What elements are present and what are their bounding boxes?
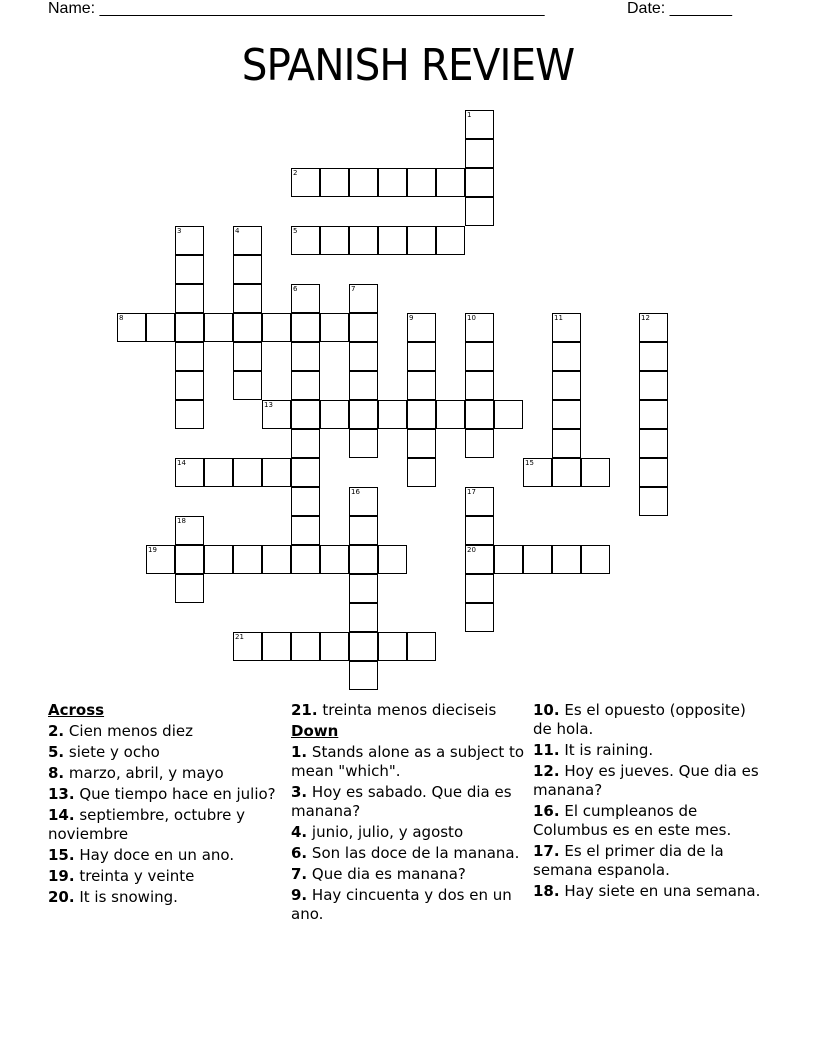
- grid-cell[interactable]: [175, 400, 204, 429]
- clue-11: [533, 741, 763, 760]
- grid-cell[interactable]: [581, 545, 610, 574]
- grid-cell[interactable]: [465, 313, 494, 342]
- grid-cell[interactable]: [465, 168, 494, 197]
- clue-number-label: 10: [467, 314, 476, 322]
- grid-cell[interactable]: [349, 313, 378, 342]
- clue-text: septiembre, octubre y noviembre: [48, 806, 245, 843]
- grid-cell[interactable]: [204, 545, 233, 574]
- grid-cell[interactable]: [465, 574, 494, 603]
- clue-number: 11.: [533, 741, 560, 759]
- grid-cell[interactable]: [465, 342, 494, 371]
- clue-3: [291, 783, 526, 821]
- clue-19: [48, 867, 278, 886]
- clue-number: 15.: [48, 846, 75, 864]
- clue-text: Que tiempo hace en julio?: [79, 785, 276, 803]
- name-field[interactable]: [48, 0, 545, 18]
- grid-cell[interactable]: [407, 400, 436, 429]
- clue-10: [533, 701, 763, 739]
- grid-cell[interactable]: [349, 545, 378, 574]
- grid-cell[interactable]: [552, 342, 581, 371]
- grid-cell[interactable]: [465, 487, 494, 516]
- grid-cell[interactable]: [233, 226, 262, 255]
- clue-7: [291, 865, 526, 884]
- clue-number: 4.: [291, 823, 308, 841]
- grid-cell[interactable]: [407, 458, 436, 487]
- grid-cell[interactable]: [639, 371, 668, 400]
- grid-cell[interactable]: [639, 313, 668, 342]
- grid-cell[interactable]: [407, 429, 436, 458]
- grid-cell[interactable]: [349, 371, 378, 400]
- clue-13: [48, 785, 278, 804]
- clue-number-label: 12: [641, 314, 650, 322]
- grid-cell[interactable]: [175, 226, 204, 255]
- clue-number-label: 19: [148, 546, 157, 554]
- clue-text: Stands alone as a subject to mean "which".: [291, 743, 525, 780]
- clue-number: 17.: [533, 842, 560, 860]
- clue-text: Hay doce en un ano.: [79, 846, 235, 864]
- page-title: SPANISH REVIEW: [241, 40, 575, 91]
- grid-cell[interactable]: [233, 458, 262, 487]
- grid-cell[interactable]: [465, 110, 494, 139]
- clue-number-label: 17: [467, 488, 476, 496]
- clue-number-label: 7: [351, 285, 356, 293]
- clue-number: 2.: [48, 722, 65, 740]
- down-heading: Down: [291, 722, 339, 740]
- clue-number: 21.: [291, 701, 318, 719]
- clue-5: [48, 743, 278, 762]
- grid-cell[interactable]: [378, 545, 407, 574]
- grid-cell[interactable]: [320, 226, 349, 255]
- clue-number: 18.: [533, 882, 560, 900]
- clue-text: Es el primer dia de la semana espanola.: [533, 842, 724, 879]
- grid-cell[interactable]: [378, 632, 407, 661]
- grid-cell[interactable]: [465, 197, 494, 226]
- clue-number-label: 5: [293, 227, 298, 235]
- clue-number-label: 15: [525, 459, 534, 467]
- clue-number: 7.: [291, 865, 308, 883]
- clue-1: [291, 743, 526, 781]
- grid-cell[interactable]: [407, 226, 436, 255]
- clue-number-label: 6: [293, 285, 298, 293]
- clue-text: Hay siete en una semana.: [564, 882, 761, 900]
- grid-cell[interactable]: [523, 458, 552, 487]
- clue-number-label: 8: [119, 314, 124, 322]
- grid-cell[interactable]: [175, 545, 204, 574]
- grid-cell[interactable]: [291, 371, 320, 400]
- clue-17: [533, 842, 763, 880]
- grid-cell[interactable]: [349, 603, 378, 632]
- grid-cell[interactable]: [465, 429, 494, 458]
- clues-column-3: [533, 701, 763, 903]
- clue-text: Hoy es sabado. Que dia es manana?: [291, 783, 512, 820]
- clue-18: [533, 882, 763, 901]
- grid-cell[interactable]: [378, 226, 407, 255]
- clue-text: treinta menos dieciseis: [322, 701, 497, 719]
- clue-21: [291, 701, 526, 720]
- grid-cell[interactable]: [291, 632, 320, 661]
- grid-cell[interactable]: [291, 284, 320, 313]
- clue-number-label: 16: [351, 488, 360, 496]
- grid-cell[interactable]: [204, 313, 233, 342]
- clue-number: 20.: [48, 888, 75, 906]
- grid-cell[interactable]: [349, 632, 378, 661]
- grid-cell[interactable]: [465, 139, 494, 168]
- clue-4: [291, 823, 526, 842]
- grid-cell[interactable]: [233, 545, 262, 574]
- grid-cell[interactable]: [175, 342, 204, 371]
- grid-cell[interactable]: [320, 313, 349, 342]
- grid-cell[interactable]: [436, 168, 465, 197]
- grid-cell[interactable]: [291, 313, 320, 342]
- clue-text: siete y ocho: [68, 743, 160, 761]
- grid-cell[interactable]: [639, 400, 668, 429]
- grid-cell[interactable]: [233, 255, 262, 284]
- clue-number: 5.: [48, 743, 65, 761]
- crossword-grid: [117, 110, 697, 700]
- grid-cell[interactable]: [320, 400, 349, 429]
- grid-cell[interactable]: [291, 342, 320, 371]
- grid-cell[interactable]: [465, 603, 494, 632]
- clue-text: Hay cincuenta y dos en un ano.: [291, 886, 512, 923]
- grid-cell[interactable]: [349, 342, 378, 371]
- clue-2: [48, 722, 278, 741]
- grid-cell[interactable]: [291, 168, 320, 197]
- clue-text: marzo, abril, y mayo: [68, 764, 224, 782]
- clue-20: [48, 888, 278, 907]
- clue-text: El cumpleanos de Columbus es en este mes.: [533, 802, 732, 839]
- grid-cell[interactable]: [349, 574, 378, 603]
- clues-column-2: [291, 701, 526, 926]
- grid-cell[interactable]: [552, 545, 581, 574]
- date-line: _______: [669, 0, 732, 17]
- grid-cell[interactable]: [262, 458, 291, 487]
- clue-number: 9.: [291, 886, 308, 904]
- clue-number: 14.: [48, 806, 75, 824]
- clue-number-label: 1: [467, 111, 472, 119]
- grid-cell[interactable]: [494, 545, 523, 574]
- grid-cell[interactable]: [320, 632, 349, 661]
- grid-cell[interactable]: [407, 168, 436, 197]
- grid-cell[interactable]: [523, 545, 552, 574]
- grid-cell[interactable]: [291, 458, 320, 487]
- grid-cell[interactable]: [552, 458, 581, 487]
- grid-cell[interactable]: [320, 545, 349, 574]
- grid-cell[interactable]: [378, 168, 407, 197]
- grid-cell[interactable]: [552, 371, 581, 400]
- clue-number: 3.: [291, 783, 308, 801]
- grid-cell[interactable]: [378, 400, 407, 429]
- grid-cell[interactable]: [233, 313, 262, 342]
- grid-cell[interactable]: [436, 226, 465, 255]
- grid-cell[interactable]: [175, 458, 204, 487]
- across-heading: Across: [48, 701, 105, 719]
- clue-number: 8.: [48, 764, 65, 782]
- clue-number: 6.: [291, 844, 308, 862]
- clue-text: It is snowing.: [79, 888, 178, 906]
- grid-cell[interactable]: [465, 545, 494, 574]
- grid-cell[interactable]: [407, 632, 436, 661]
- grid-cell[interactable]: [175, 516, 204, 545]
- grid-cell[interactable]: [233, 342, 262, 371]
- clue-12: [533, 762, 763, 800]
- grid-cell[interactable]: [552, 429, 581, 458]
- grid-cell[interactable]: [117, 313, 146, 342]
- header: [48, 0, 748, 22]
- grid-cell[interactable]: [233, 632, 262, 661]
- grid-cell[interactable]: [262, 313, 291, 342]
- grid-cell[interactable]: [465, 371, 494, 400]
- clue-15: [48, 846, 278, 865]
- grid-cell[interactable]: [465, 400, 494, 429]
- clue-number-label: 4: [235, 227, 240, 235]
- clue-14: [48, 806, 278, 844]
- grid-cell[interactable]: [349, 661, 378, 690]
- grid-cell[interactable]: [175, 574, 204, 603]
- grid-cell[interactable]: [349, 226, 378, 255]
- grid-cell[interactable]: [291, 487, 320, 516]
- grid-cell[interactable]: [146, 545, 175, 574]
- clue-number-label: 9: [409, 314, 414, 322]
- clue-8: [48, 764, 278, 783]
- clue-text: Que dia es manana?: [311, 865, 466, 883]
- clue-number-label: 14: [177, 459, 186, 467]
- grid-cell[interactable]: [407, 371, 436, 400]
- grid-cell[interactable]: [175, 284, 204, 313]
- clue-text: treinta y veinte: [79, 867, 195, 885]
- grid-cell[interactable]: [291, 516, 320, 545]
- grid-cell[interactable]: [639, 429, 668, 458]
- clue-text: Hoy es jueves. Que dia es manana?: [533, 762, 759, 799]
- clue-number: 1.: [291, 743, 308, 761]
- date-field[interactable]: [627, 0, 732, 18]
- clue-number: 12.: [533, 762, 560, 780]
- clue-number-label: 13: [264, 401, 273, 409]
- grid-cell[interactable]: [639, 487, 668, 516]
- grid-cell[interactable]: [291, 400, 320, 429]
- grid-cell[interactable]: [407, 313, 436, 342]
- clue-number: 19.: [48, 867, 75, 885]
- grid-cell[interactable]: [146, 313, 175, 342]
- grid-cell[interactable]: [436, 400, 465, 429]
- grid-cell[interactable]: [465, 516, 494, 545]
- clue-text: It is raining.: [564, 741, 654, 759]
- grid-cell[interactable]: [639, 458, 668, 487]
- grid-cell[interactable]: [262, 632, 291, 661]
- grid-cell[interactable]: [349, 168, 378, 197]
- clue-number: 16.: [533, 802, 560, 820]
- clue-6: [291, 844, 526, 863]
- grid-cell[interactable]: [233, 284, 262, 313]
- grid-cell[interactable]: [291, 226, 320, 255]
- name-line: __________________________________________________: [99, 0, 545, 17]
- clue-number-label: 21: [235, 633, 244, 641]
- grid-cell[interactable]: [349, 516, 378, 545]
- grid-cell[interactable]: [552, 313, 581, 342]
- grid-cell[interactable]: [581, 458, 610, 487]
- clue-number-label: 11: [554, 314, 563, 322]
- grid-cell[interactable]: [494, 400, 523, 429]
- grid-cell[interactable]: [204, 458, 233, 487]
- clue-16: [533, 802, 763, 840]
- grid-cell[interactable]: [349, 487, 378, 516]
- clue-number: 10.: [533, 701, 560, 719]
- grid-cell[interactable]: [175, 313, 204, 342]
- grid-cell[interactable]: [262, 400, 291, 429]
- grid-cell[interactable]: [262, 545, 291, 574]
- clue-text: junio, julio, y agosto: [311, 823, 464, 841]
- grid-cell[interactable]: [552, 400, 581, 429]
- grid-cell[interactable]: [320, 168, 349, 197]
- grid-cell[interactable]: [291, 545, 320, 574]
- grid-cell[interactable]: [639, 342, 668, 371]
- clue-number-label: 18: [177, 517, 186, 525]
- clue-text: Es el opuesto (opposite) de hola.: [533, 701, 746, 738]
- clue-9: [291, 886, 526, 924]
- grid-cell[interactable]: [175, 371, 204, 400]
- name-label: Name:: [48, 0, 100, 17]
- date-label: Date:: [627, 0, 670, 17]
- grid-cell[interactable]: [349, 429, 378, 458]
- grid-cell[interactable]: [349, 400, 378, 429]
- grid-cell[interactable]: [175, 255, 204, 284]
- clue-number-label: 2: [293, 169, 298, 177]
- clue-number-label: 20: [467, 546, 476, 554]
- clue-text: Son las doce de la manana.: [311, 844, 520, 862]
- clue-text: Cien menos diez: [68, 722, 193, 740]
- grid-cell[interactable]: [233, 371, 262, 400]
- grid-cell[interactable]: [407, 342, 436, 371]
- grid-cell[interactable]: [349, 284, 378, 313]
- grid-cell[interactable]: [291, 429, 320, 458]
- clues-column-1: [48, 701, 278, 909]
- clue-number: 13.: [48, 785, 75, 803]
- clue-number-label: 3: [177, 227, 182, 235]
